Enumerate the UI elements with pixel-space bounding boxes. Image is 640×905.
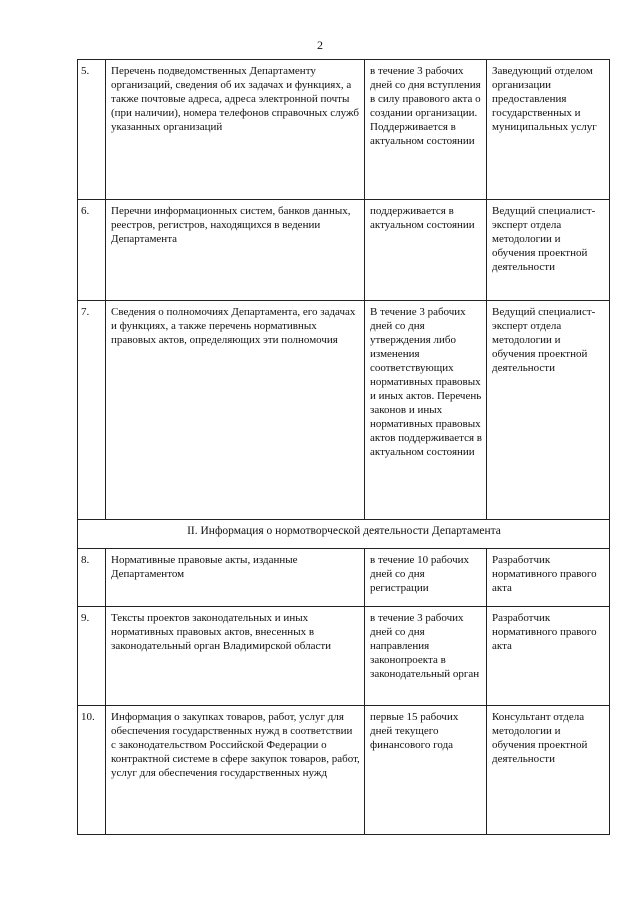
info-cell: Перечни информационных систем, банков данных, реестров, регистров, находящихся в ведении Департамента — [106, 200, 365, 301]
info-cell: Перечень подведомственных Департаменту организаций, сведения об их задачах и функциях, а также почтовые адреса, адреса электронной почты (при наличии), номера телефонов справочных служб указанных организаций — [106, 60, 365, 200]
responsible-cell: Заведующий отделом организации предоставления государственных и муниципальных услуг — [487, 60, 610, 200]
row-number: 9. — [78, 607, 106, 706]
section-row — [78, 520, 610, 549]
row-number: 5. — [78, 60, 106, 200]
document-table — [77, 59, 610, 835]
info-cell: Информация о закупках товаров, работ, услуг для обеспечения государственных нужд в соответствии с законодательством Российской Федерации о контрактной системе в сфере закупок товаров, работ, услуг для обеспечения государственных нужд — [106, 706, 365, 835]
table-row — [78, 200, 610, 301]
table-row — [78, 706, 610, 835]
table-row — [78, 301, 610, 520]
info-cell: Тексты проектов законодательных и иных нормативных правовых актов, внесенных в законодательный орган Владимирской области — [106, 607, 365, 706]
term-cell: В течение 3 рабочих дней со дня утверждения либо изменения соответствующих нормативных правовых и иных актов. Перечень законов и иных нормативных правовых актов поддерживается в актуальном состоянии — [365, 301, 487, 520]
section-heading: II. Информация о нормотворческой деятельности Департамента — [78, 520, 610, 549]
table-row — [78, 60, 610, 200]
responsible-cell: Консультант отдела методологии и обучения проектной деятельности — [487, 706, 610, 835]
row-number: 7. — [78, 301, 106, 520]
row-number: 10. — [78, 706, 106, 835]
term-cell: в течение 3 рабочих дней со дня вступления в силу правового акта о создании организации. Поддерживается в актуальном состоянии — [365, 60, 487, 200]
responsible-cell: Ведущий специалист-эксперт отдела методологии и обучения проектной деятельности — [487, 200, 610, 301]
responsible-cell: Ведущий специалист-эксперт отдела методологии и обучения проектной деятельности — [487, 301, 610, 520]
term-cell: поддерживается в актуальном состоянии — [365, 200, 487, 301]
info-cell: Сведения о полномочиях Департамента, его задачах и функциях, а также перечень нормативных правовых актов, определяющих эти полномочия — [106, 301, 365, 520]
table-row — [78, 549, 610, 607]
responsible-cell: Разработчик нормативного правого акта — [487, 607, 610, 706]
page-number: 2 — [317, 38, 323, 52]
row-number: 8. — [78, 549, 106, 607]
table-row — [78, 607, 610, 706]
info-cell: Нормативные правовые акты, изданные Департаментом — [106, 549, 365, 607]
row-number: 6. — [78, 200, 106, 301]
responsible-cell: Разработчик нормативного правого акта — [487, 549, 610, 607]
term-cell: в течение 10 рабочих дней со дня регистрации — [365, 549, 487, 607]
term-cell: первые 15 рабочих дней текущего финансового года — [365, 706, 487, 835]
term-cell: в течение 3 рабочих дней со дня направления законопроекта в законодательный орган — [365, 607, 487, 706]
